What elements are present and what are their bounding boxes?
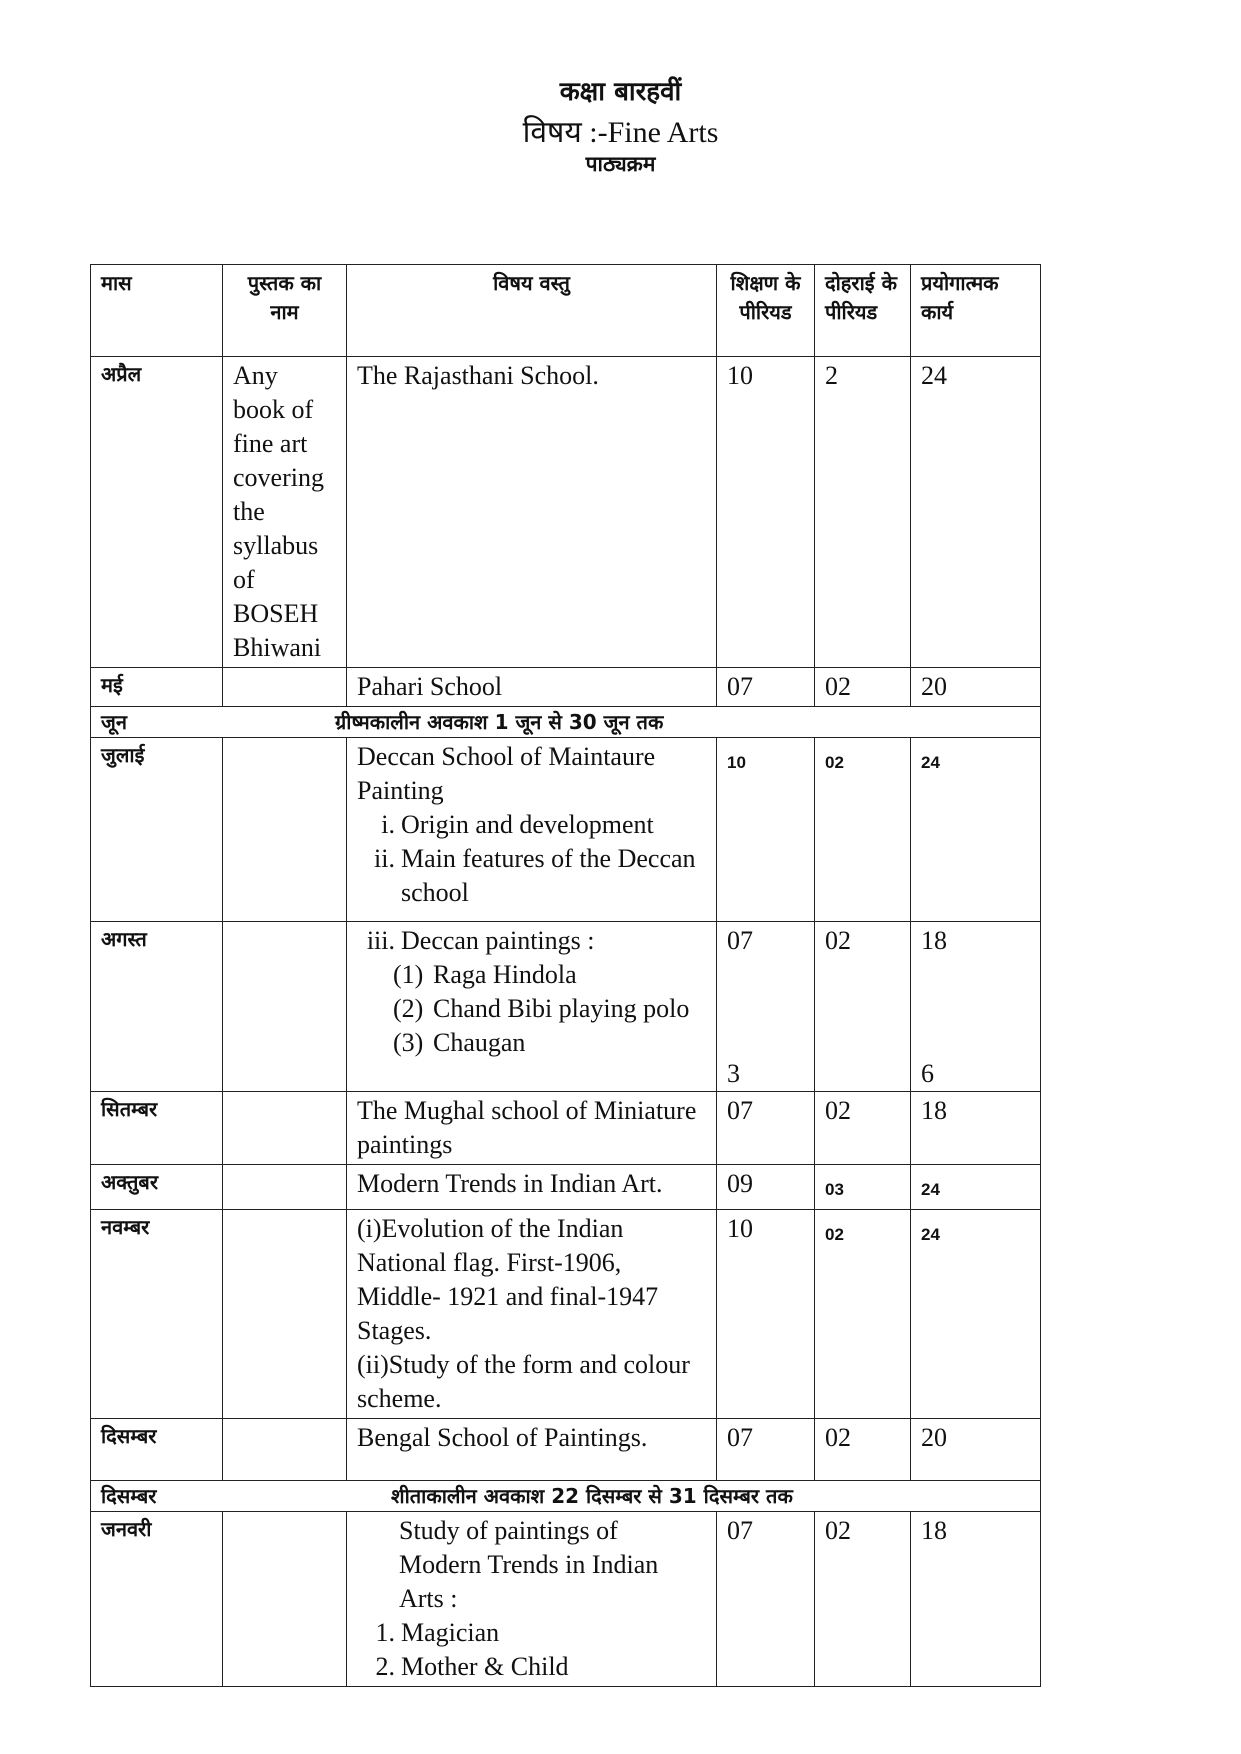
table-row	[91, 738, 1041, 922]
content-cell: The Mughal school of Miniature paintings	[347, 1092, 717, 1165]
table-row	[91, 922, 1041, 1092]
holiday-row	[91, 1481, 1041, 1512]
content-paragraph: (ii)Study of the form and colour scheme.	[357, 1350, 690, 1413]
practical-cell: 18	[911, 1092, 1041, 1165]
list-text: Origin and development	[401, 810, 654, 839]
list-marker: 2.	[375, 1652, 395, 1681]
content-heading: Deccan paintings :	[401, 926, 595, 955]
content-cell	[347, 1210, 717, 1419]
month-label: जून	[101, 710, 127, 734]
book-cell	[223, 1092, 347, 1165]
teaching-cell: 07	[717, 1092, 815, 1165]
content-cell	[347, 1512, 717, 1687]
revision-cell: 02	[815, 1092, 911, 1165]
month-cell: दिसम्बर	[91, 1419, 223, 1481]
list-item	[393, 992, 706, 1026]
table-row	[91, 1092, 1041, 1165]
teaching-extra-value: 3	[727, 1059, 740, 1088]
class-title: कक्षा बारहवीं	[559, 77, 682, 107]
teaching-cell	[717, 922, 815, 1092]
list-text: Chand Bibi playing polo	[433, 994, 690, 1023]
list-marker: 1.	[375, 1618, 395, 1647]
book-cell	[223, 668, 347, 707]
book-cell: Any book of fine art covering the syllabus of BOSEH Bhiwani	[223, 357, 347, 668]
month-cell: जनवरी	[91, 1512, 223, 1687]
header-book: पुस्तक का नाम	[223, 265, 347, 357]
revision-cell: 02	[815, 1210, 911, 1419]
list-text: Main features of the Deccan school	[401, 844, 696, 907]
list-marker: (2)	[393, 994, 424, 1023]
teaching-cell: 10	[717, 1210, 815, 1419]
book-cell	[223, 1165, 347, 1210]
header-teaching-periods: शिक्षण के पीरियड	[717, 265, 815, 357]
book-cell	[223, 738, 347, 922]
book-cell	[223, 1210, 347, 1419]
teaching-value: 07	[727, 926, 753, 955]
header-revision-periods: दोहराई के पीरियड	[815, 265, 911, 357]
revision-cell: 02	[815, 1419, 911, 1481]
month-cell: जुलाई	[91, 738, 223, 922]
list-item	[357, 924, 706, 958]
month-cell: मई	[91, 668, 223, 707]
list-marker: i.	[381, 810, 395, 839]
month-cell: अक्तुबर	[91, 1165, 223, 1210]
revision-cell: 2	[815, 357, 911, 668]
holiday-row	[91, 707, 1041, 738]
book-cell	[223, 1419, 347, 1481]
list-marker: (3)	[393, 1028, 424, 1057]
list-item	[357, 842, 706, 910]
practical-extra-value: 6	[921, 1059, 934, 1088]
book-cell	[223, 922, 347, 1092]
table-row	[91, 1165, 1041, 1210]
list-marker: iii.	[366, 926, 395, 955]
revision-cell: 03	[815, 1165, 911, 1210]
month-cell: अगस्त	[91, 922, 223, 1092]
list-marker: ii.	[374, 844, 395, 873]
list-marker: (1)	[393, 960, 424, 989]
teaching-cell: 07	[717, 668, 815, 707]
subject-title: विषय :-Fine Arts	[522, 116, 719, 149]
content-cell	[347, 738, 717, 922]
practical-cell: 20	[911, 1419, 1041, 1481]
content-paragraph: (i)Evolution of the Indian National flag. First-1906, Middle- 1921 and final-1947 Stages.	[357, 1214, 659, 1345]
table-row	[91, 1419, 1041, 1481]
table-row	[91, 1210, 1041, 1419]
content-cell: Modern Trends in Indian Art.	[347, 1165, 717, 1210]
list-text: Mother & Child	[401, 1652, 569, 1681]
practical-cell: 20	[911, 668, 1041, 707]
month-cell: सितम्बर	[91, 1092, 223, 1165]
list-item	[393, 1026, 706, 1060]
holiday-cell	[91, 707, 1041, 738]
month-cell: अप्रैल	[91, 357, 223, 668]
teaching-cell: 07	[717, 1419, 815, 1481]
syllabus-title: पाठ्यक्रम	[585, 152, 656, 176]
holiday-text: शीताकालीन अवकाश 22 दिसम्बर से 31 दिसम्बर तक	[391, 1484, 793, 1508]
practical-cell: 24	[911, 1165, 1041, 1210]
practical-value: 18	[921, 926, 947, 955]
practical-cell: 24	[911, 357, 1041, 668]
header-month: मास	[91, 265, 223, 357]
list-item	[357, 808, 706, 842]
content-heading: Deccan School of Maintaure Painting	[357, 742, 656, 805]
revision-cell: 02	[815, 738, 911, 922]
holiday-text: ग्रीष्मकालीन अवकाश 1 जून से 30 जून तक	[335, 710, 664, 734]
book-cell	[223, 1512, 347, 1687]
teaching-cell: 07	[717, 1512, 815, 1687]
content-cell: The Rajasthani School.	[347, 357, 717, 668]
teaching-cell: 10	[717, 738, 815, 922]
revision-cell: 02	[815, 922, 911, 1092]
content-heading: Study of paintings of Modern Trends in Indian Arts :	[399, 1516, 659, 1613]
list-item	[393, 958, 706, 992]
list-text: Raga Hindola	[433, 960, 577, 989]
table-row	[91, 668, 1041, 707]
list-item	[357, 1650, 706, 1684]
practical-cell	[911, 922, 1041, 1092]
content-cell: Pahari School	[347, 668, 717, 707]
practical-cell: 24	[911, 1210, 1041, 1419]
table-header-row	[91, 265, 1041, 357]
holiday-cell	[91, 1481, 1041, 1512]
practical-cell: 24	[911, 738, 1041, 922]
header-practical-work: प्रयोगात्मक कार्य	[911, 265, 1041, 357]
revision-cell: 02	[815, 1512, 911, 1687]
sub-list	[393, 958, 706, 1060]
list-text: Chaugan	[433, 1028, 526, 1057]
practical-cell: 18	[911, 1512, 1041, 1687]
content-cell: Bengal School of Paintings.	[347, 1419, 717, 1481]
content-cell	[347, 922, 717, 1092]
month-cell: नवम्बर	[91, 1210, 223, 1419]
table-row	[91, 1512, 1041, 1687]
list-item	[357, 1616, 706, 1650]
header-content: विषय वस्तु	[347, 265, 717, 357]
teaching-cell: 09	[717, 1165, 815, 1210]
syllabus-table	[90, 264, 1041, 1687]
teaching-cell: 10	[717, 357, 815, 668]
revision-cell: 02	[815, 668, 911, 707]
table-row	[91, 357, 1041, 668]
month-label: दिसम्बर	[101, 1484, 157, 1508]
list-text: Magician	[401, 1618, 500, 1647]
